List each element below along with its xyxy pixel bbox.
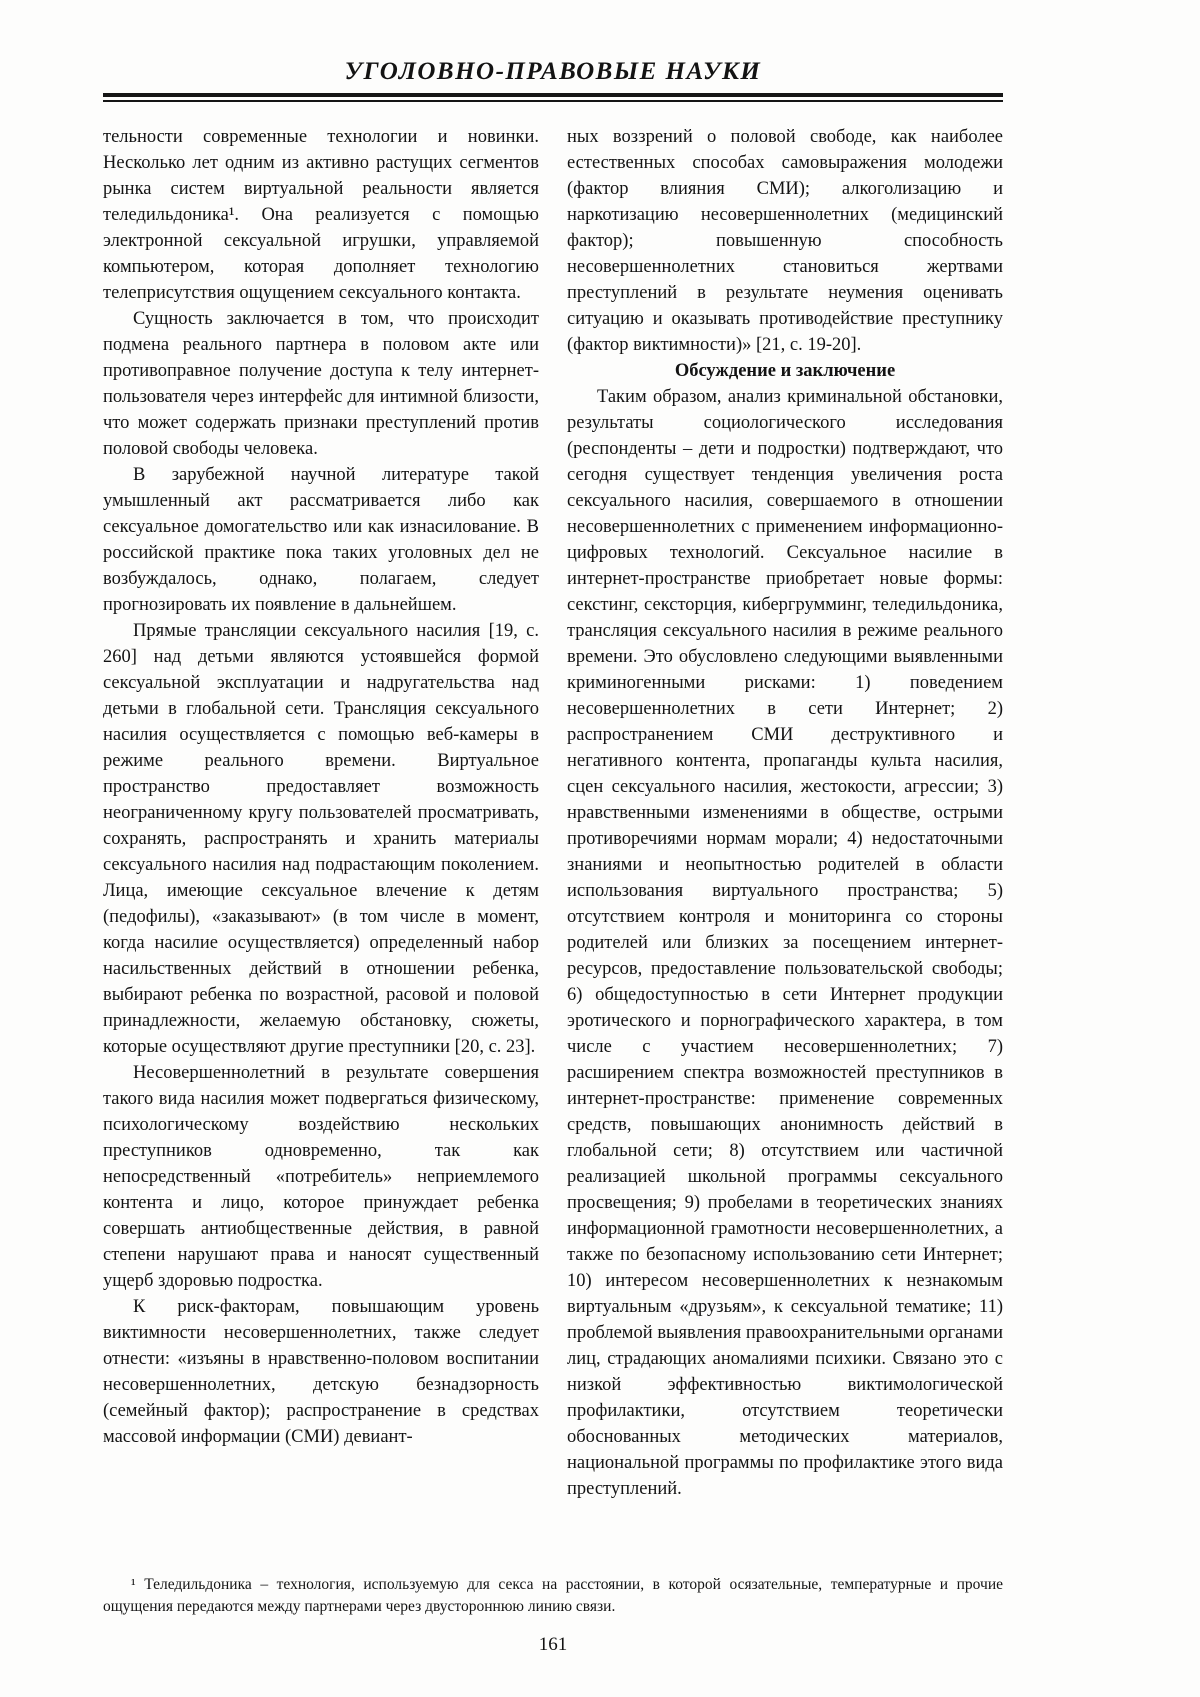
footnote: ¹ Теледильдоника – технология, используемую для секса на расстоянии, в которой осязательные, температурные и прочие ощущения передаются между партнерами через двустороннюю линию связи. xyxy=(103,1576,1003,1615)
header-double-rule xyxy=(103,93,1003,102)
paragraph: ных воззрений о половой свободе, как наиболее естественных способах самовыражения молодежи (фактор влияния СМИ); алкоголизацию и наркотизацию несовершеннолетних (медицинский фактор); повышенную способность несовершеннолетних становиться жертвами преступлений в результате неумения оценивать ситуацию и оказывать противодействие преступнику (фактор виктимности)» [21, с. 19-20]. xyxy=(567,127,1003,355)
page-content xyxy=(103,58,1003,1656)
paragraph: Несовершеннолетний в результате совершения такого вида насилия может подвергаться физическому, психологическому воздействию нескольких преступников одновременно, так как непосредственный «потребитель» неприемлемого контента и лицо, которое принуждает ребенка совершать антиобщественные действия, в равной степени нарушают права и наносят существенный ущерб здоровью подростка. xyxy=(103,1063,539,1291)
two-column-text xyxy=(103,124,1003,1560)
page-number: 161 xyxy=(538,1634,568,1655)
paragraph: Таким образом, анализ криминальной обстановки, результаты социологического исследования (респонденты – дети и подростки) подтверждают, что сегодня существует тенденция увеличения роста сексуального насилия, совершаемого в отношении несовершеннолетних с применением информационно-цифровых технологий. Сексуальное насилие в интернет-пространстве приобретает новые формы: секстинг, сексторция, кибергрумминг, теледильдоника, трансляция сексуального насилия в режиме реального времени. Это обусловлено следующими выявленными криминогенными рисками: 1) поведением несовершеннолетних в сети Интернет; 2) распространением СМИ деструктивного и негативного контента, пропаганды культа насилия, сцен сексуального насилия, жестокости, агрессии; 3) нравственными изменениями в обществе, острыми противоречиями нормам морали; 4) недостаточными знаниями и неопытностью родителей в области использования виртуального пространства; 5) отсутствием контроля и мониторинга со стороны родителей или близких за посещением интернет-ресурсов, предоставление пользовательской свободы; 6) общедоступностью в сети Интернет продукции эротического и порнографического характера, в том числе с участием несовершеннолетних; 7) расширением спектра возможностей преступников в интернет-пространстве: применение современных средств, повышающих анонимность действий в глобальной сети; 8) отсутствием или частичной реализацией школьной программы сексуального просвещения; 9) пробелами в теоретических знаниях информационной грамотности несовершеннолетних, а также по безопасному использованию сети Интернет; 10) интересом несовершеннолетних к незнакомым виртуальным «друзьям», к сексуальной тематике; 11) проблемой выявления правоохранительными органами лиц, страдающих аномалиями психики. Связано это с низкой эффективностью виктимологической профилактики, отсутствием теоретически обоснованных методических материалов, национальной программы по профилактике этого вида преступлений. xyxy=(567,387,1003,1499)
paragraph: В зарубежной научной литературе такой умышленный акт рассматривается либо как сексуальное домогательство или как изнасилование. В российской практике пока таких уголовных дел не возбуждалось, однако, полагаем, следует прогнозировать их появление в дальнейшем. xyxy=(103,465,539,615)
paragraph: тельности современные технологии и новинки. Несколько лет одним из активно растущих сегментов рынка систем виртуальной реальности является теледильдоника¹. Она реализуется с помощью электронной сексуальной игрушки, управляемой компьютером, которая дополняет технологию телеприсутствия ощущением сексуального контакта. xyxy=(103,127,539,303)
left-column xyxy=(103,124,539,1560)
paragraph: Прямые трансляции сексуального насилия [19, с. 260] над детьми являются устоявшейся формой сексуальной эксплуатации и надругательства над детьми в глобальной сети. Трансляция сексуального насилия осуществляется с помощью веб-камеры в режиме реального времени. Виртуальное пространство предоставляет возможность неограниченному кругу пользователей просматривать, сохранять, распространять и хранить материалы сексуального насилия над подрастающим поколением. Лица, имеющие сексуальное влечение к детям (педофилы), «заказывают» (в том числе в момент, когда насилие осуществляется) определенный набор насильственных действий в отношении ребенка, выбирают ребенка по возрастной, расовой и половой принадлежности, желаемую обстановку, сюжеты, которые осуществляют другие преступники [20, с. 23]. xyxy=(103,621,539,1057)
journal-section-title: УГОЛОВНО-ПРАВОВЫЕ НАУКИ xyxy=(344,58,762,85)
right-column xyxy=(567,124,1003,1560)
section-heading: Обсуждение и заключение xyxy=(674,361,896,381)
paragraph: Сущность заключается в том, что происходит подмена реального партнера в половом акте или противоправное получение доступа к телу интернет-пользователя через интерфейс для интимной близости, что может содержать признаки преступлений против половой свободы человека. xyxy=(103,309,539,459)
paragraph: К риск-факторам, повышающим уровень виктимности несовершеннолетних, также следует отнести: «изъяны в нравственно-половом воспитании несовершеннолетних, детскую безнадзорность (семейный фактор); распространение в средствах массовой информации (СМИ) девиант- xyxy=(103,1297,539,1447)
